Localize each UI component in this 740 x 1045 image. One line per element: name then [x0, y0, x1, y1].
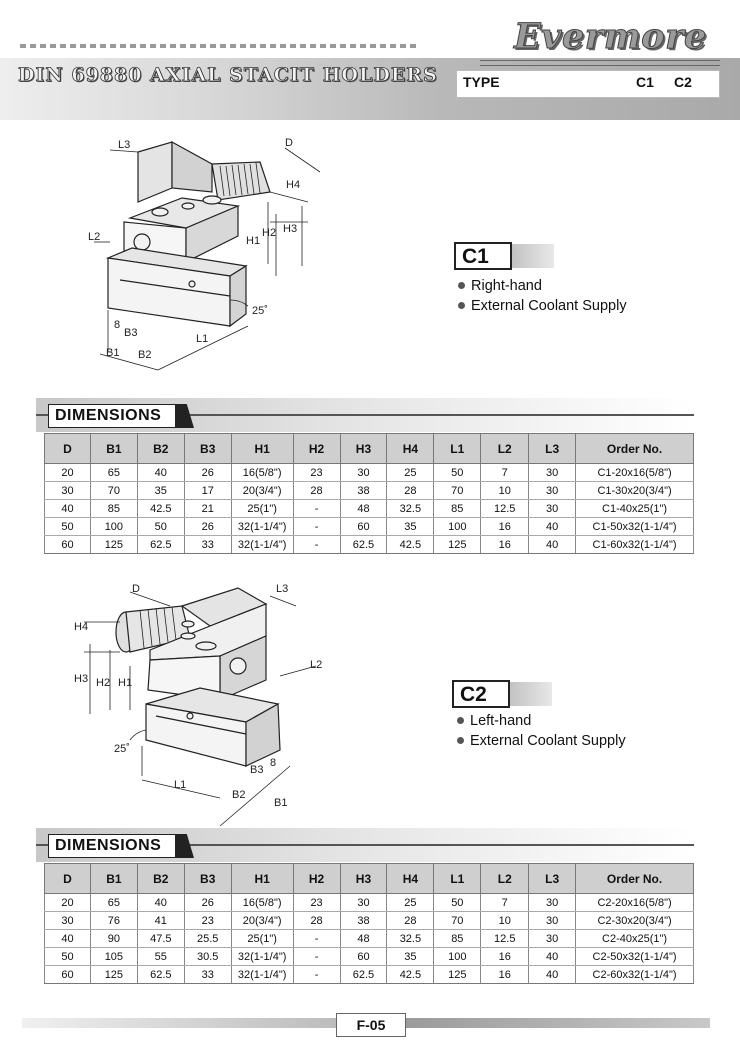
column-header: B1	[90, 434, 137, 464]
c2-label-h3: H3	[74, 673, 89, 685]
table-row	[45, 948, 694, 966]
dimensions-table-c2	[44, 863, 694, 984]
table-cell: 28	[293, 912, 340, 930]
c2-label-l2: L2	[310, 659, 323, 671]
header-stripe	[20, 44, 420, 48]
column-header: L3	[529, 434, 576, 464]
c1-label-h1: H1	[246, 235, 261, 247]
dimensions-heading-2: DIMENSIONS	[48, 834, 176, 858]
table-cell: C2-30x20(3/4")	[576, 912, 694, 930]
table-cell: 100	[434, 948, 481, 966]
table-cell: 125	[434, 536, 481, 554]
table-cell: 16	[481, 536, 529, 554]
table-cell: 26	[184, 518, 231, 536]
table-cell: 28	[387, 482, 434, 500]
table-cell: 125	[90, 966, 137, 984]
type-c1: C1	[636, 74, 654, 90]
c2-holder-drawing	[70, 580, 323, 830]
c2-label-b1: B1	[274, 797, 288, 809]
table-cell: 42.5	[137, 500, 184, 518]
table-row	[45, 518, 694, 536]
table-cell: 125	[90, 536, 137, 554]
brand-logo: Evermore	[514, 16, 707, 57]
table-cell: 50	[434, 894, 481, 912]
page-title: DIN 69880 AXIAL STACIT HOLDERS	[18, 64, 438, 86]
table-cell: 70	[434, 912, 481, 930]
table-cell: -	[293, 500, 340, 518]
table-cell: 62.5	[137, 536, 184, 554]
table-cell: 32(1-1/4")	[231, 518, 293, 536]
bullet-icon	[457, 717, 464, 724]
table-cell: 85	[434, 500, 481, 518]
table-cell: 7	[481, 894, 529, 912]
table-cell: C2-20x16(5/8")	[576, 894, 694, 912]
column-header: H4	[387, 434, 434, 464]
table-cell: C1-60x32(1-1/4")	[576, 536, 694, 554]
table-cell: C2-60x32(1-1/4")	[576, 966, 694, 984]
table-cell: C2-40x25(1")	[576, 930, 694, 948]
table-cell: 40	[45, 930, 91, 948]
table-cell: 55	[137, 948, 184, 966]
c2-label-b2: B2	[232, 789, 246, 801]
dimensions-table-c1	[44, 433, 694, 554]
table-cell: 16	[481, 966, 529, 984]
c1-label-b2: B2	[138, 349, 152, 361]
table-cell: 7	[481, 464, 529, 482]
table-cell: 32.5	[387, 930, 434, 948]
c1-label-h4: H4	[286, 179, 301, 191]
c1-label-l1: L1	[196, 333, 209, 345]
column-header: B2	[137, 434, 184, 464]
table-cell: 33	[184, 536, 231, 554]
table-cell: 40	[137, 464, 184, 482]
c2-label-h4: H4	[74, 621, 89, 633]
table-cell: 50	[45, 518, 91, 536]
table-cell: 26	[184, 464, 231, 482]
table-cell: 65	[90, 894, 137, 912]
c2-type-tag: C2	[452, 680, 510, 708]
column-header: B3	[184, 864, 231, 894]
table-cell: 23	[293, 894, 340, 912]
column-header: L1	[434, 864, 481, 894]
c2-feature-1: Left-hand	[457, 713, 531, 729]
table-cell: 50	[45, 948, 91, 966]
table-cell: C1-20x16(5/8")	[576, 464, 694, 482]
table-cell: 30	[529, 930, 576, 948]
c1-label-b3: B3	[124, 327, 138, 339]
table-cell: 62.5	[137, 966, 184, 984]
table-cell: 60	[45, 966, 91, 984]
c2-label-d: D	[132, 583, 140, 595]
table-cell: -	[293, 948, 340, 966]
table-cell: 42.5	[387, 536, 434, 554]
table-cell: 28	[293, 482, 340, 500]
table-cell: 62.5	[340, 536, 387, 554]
column-header: H1	[231, 864, 293, 894]
c2-label-h1: H1	[118, 677, 133, 689]
c2-feature-2: External Coolant Supply	[457, 733, 626, 749]
table-header-row	[45, 864, 694, 894]
table-header-row	[45, 434, 694, 464]
table-cell: 25.5	[184, 930, 231, 948]
c2-label-l1: L1	[174, 779, 187, 791]
table-cell: 60	[45, 536, 91, 554]
table-cell: 20(3/4")	[231, 912, 293, 930]
table-cell: 20	[45, 464, 91, 482]
table-cell: 30	[529, 912, 576, 930]
type-label: TYPE	[463, 74, 500, 90]
table-cell: 30	[529, 464, 576, 482]
dimensions-heading-1: DIMENSIONS	[48, 404, 176, 428]
table-cell: 40	[529, 518, 576, 536]
table-cell: 40	[529, 966, 576, 984]
page-number: F-05	[336, 1013, 406, 1037]
table-cell: 10	[481, 912, 529, 930]
type-c2: C2	[674, 74, 692, 90]
table-cell: 25(1")	[231, 500, 293, 518]
table-cell: 25	[387, 464, 434, 482]
c2-label-l3: L3	[276, 583, 289, 595]
column-header: D	[45, 864, 91, 894]
table-cell: 40	[529, 948, 576, 966]
table-cell: 41	[137, 912, 184, 930]
table-cell: 25(1")	[231, 930, 293, 948]
table-cell: 76	[90, 912, 137, 930]
c2-label-8: 8	[270, 757, 277, 769]
table-cell: 10	[481, 482, 529, 500]
table-row	[45, 500, 694, 518]
table-row	[45, 894, 694, 912]
table-cell: 60	[340, 518, 387, 536]
table-cell: 23	[293, 464, 340, 482]
table-cell: C1-50x32(1-1/4")	[576, 518, 694, 536]
c1-feature-1: Right-hand	[458, 278, 542, 294]
c1-label-angle: 25˚	[252, 305, 268, 317]
table-cell: 38	[340, 482, 387, 500]
table-cell: 40	[529, 536, 576, 554]
column-header: Order No.	[576, 864, 694, 894]
table-cell: 32(1-1/4")	[231, 948, 293, 966]
table-cell: 125	[434, 966, 481, 984]
table-cell: 25	[387, 894, 434, 912]
table-cell: 30.5	[184, 948, 231, 966]
table-cell: 23	[184, 912, 231, 930]
column-header: B3	[184, 434, 231, 464]
table-cell: 42.5	[387, 966, 434, 984]
table-cell: 35	[387, 518, 434, 536]
table-cell: 12.5	[481, 930, 529, 948]
table-cell: 32.5	[387, 500, 434, 518]
column-header: L1	[434, 434, 481, 464]
table-cell: 35	[387, 948, 434, 966]
column-header: H1	[231, 434, 293, 464]
table-cell: 40	[137, 894, 184, 912]
c1-label-d: D	[285, 137, 293, 149]
table-cell: C2-50x32(1-1/4")	[576, 948, 694, 966]
table-cell: 20(3/4")	[231, 482, 293, 500]
bullet-icon	[458, 282, 465, 289]
table-cell: 28	[387, 912, 434, 930]
c1-label-h3: H3	[283, 223, 298, 235]
column-header: L2	[481, 864, 529, 894]
bullet-icon	[457, 737, 464, 744]
c1-feature-2: External Coolant Supply	[458, 298, 627, 314]
table-cell: 50	[137, 518, 184, 536]
table-cell: 30	[45, 912, 91, 930]
table-cell: 65	[90, 464, 137, 482]
column-header: H4	[387, 864, 434, 894]
table-cell: 105	[90, 948, 137, 966]
table-cell: 33	[184, 966, 231, 984]
table-cell: 16(5/8")	[231, 894, 293, 912]
table-cell: 48	[340, 500, 387, 518]
table-cell: 70	[434, 482, 481, 500]
table-cell: 32(1-1/4")	[231, 966, 293, 984]
table-cell: 60	[340, 948, 387, 966]
logo-underline	[480, 60, 720, 66]
table-row	[45, 912, 694, 930]
table-row	[45, 966, 694, 984]
c1-label-l2: L2	[88, 231, 101, 243]
table-cell: 35	[137, 482, 184, 500]
column-header: H2	[293, 434, 340, 464]
table-cell: 21	[184, 500, 231, 518]
table-cell: -	[293, 966, 340, 984]
table-cell: 85	[434, 930, 481, 948]
table-cell: 50	[434, 464, 481, 482]
table-cell: -	[293, 930, 340, 948]
column-header: L3	[529, 864, 576, 894]
table-row	[45, 930, 694, 948]
table-cell: 12.5	[481, 500, 529, 518]
column-header: H3	[340, 434, 387, 464]
column-header: H2	[293, 864, 340, 894]
table-row	[45, 536, 694, 554]
table-cell: 47.5	[137, 930, 184, 948]
table-cell: 17	[184, 482, 231, 500]
column-header: D	[45, 434, 91, 464]
c1-label-b1: B1	[106, 347, 120, 359]
table-cell: 16	[481, 518, 529, 536]
table-cell: 38	[340, 912, 387, 930]
table-cell: 20	[45, 894, 91, 912]
column-header: H3	[340, 864, 387, 894]
table-cell: 62.5	[340, 966, 387, 984]
table-cell: 26	[184, 894, 231, 912]
table-cell: 30	[45, 482, 91, 500]
table-cell: 16(5/8")	[231, 464, 293, 482]
table-cell: 30	[529, 482, 576, 500]
c1-label-8: 8	[114, 319, 121, 331]
table-cell: 30	[340, 464, 387, 482]
table-cell: 48	[340, 930, 387, 948]
c1-holder-drawing	[80, 130, 320, 390]
table-cell: 16	[481, 948, 529, 966]
column-header: Order No.	[576, 434, 694, 464]
table-cell: 70	[90, 482, 137, 500]
column-header: B2	[137, 864, 184, 894]
table-cell: 100	[90, 518, 137, 536]
c1-label-h2: H2	[262, 227, 277, 239]
c2-label-angle: 25˚	[114, 743, 130, 755]
table-cell: 40	[45, 500, 91, 518]
c2-label-b3: B3	[250, 764, 264, 776]
table-cell: -	[293, 536, 340, 554]
table-cell: 32(1-1/4")	[231, 536, 293, 554]
table-cell: C1-30x20(3/4")	[576, 482, 694, 500]
table-cell: 30	[340, 894, 387, 912]
column-header: B1	[90, 864, 137, 894]
table-row	[45, 482, 694, 500]
table-cell: -	[293, 518, 340, 536]
table-cell: 90	[90, 930, 137, 948]
column-header: L2	[481, 434, 529, 464]
table-cell: 85	[90, 500, 137, 518]
table-cell: C1-40x25(1")	[576, 500, 694, 518]
table-cell: 30	[529, 894, 576, 912]
bullet-icon	[458, 302, 465, 309]
table-cell: 100	[434, 518, 481, 536]
table-cell: 30	[529, 500, 576, 518]
table-row	[45, 464, 694, 482]
c1-label-l3: L3	[118, 139, 131, 151]
c2-label-h2: H2	[96, 677, 111, 689]
c1-type-tag: C1	[454, 242, 512, 270]
